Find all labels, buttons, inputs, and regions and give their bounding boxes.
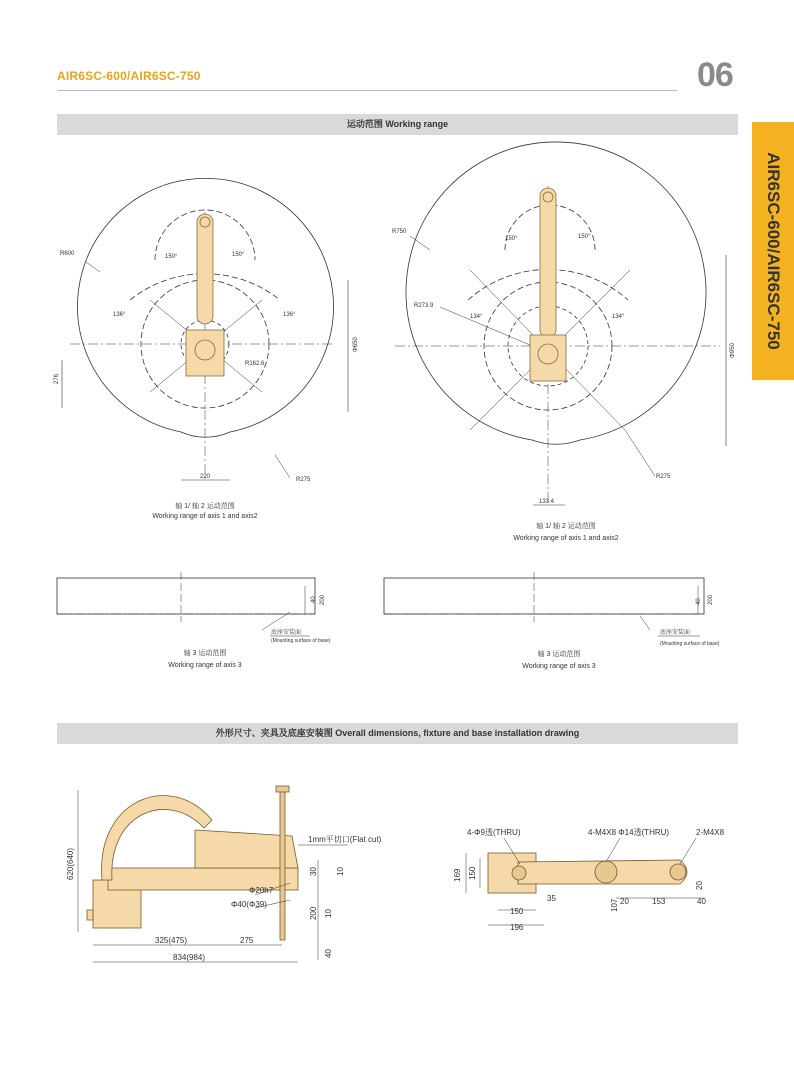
range600-arm [197,214,213,324]
range600-dim-height: Φ650 [353,337,359,352]
axis3-right-caption-en: Working range of axis 3 [522,663,596,670]
top-dim-150: 150 [510,907,524,916]
side-len-total: 834(984) [173,953,206,962]
axis3-right-caption-cn: 轴 3 运动范围 [537,651,581,658]
axis3-right-base-en: (Mounting surface of base) [660,641,720,647]
range750-r750-label: R750 [392,229,407,235]
range600-angle-d: 136° [283,312,296,318]
range600-base [186,330,224,376]
range600-caption-cn: 轴 1/ 轴 2 运动范围 [175,503,235,510]
range750-angle-d: 134° [612,314,625,320]
range600-arm-tip [200,217,210,227]
range600-angle-b: 150° [232,252,245,258]
range750-r750-leader [410,236,430,250]
range600-dim-left: 276 [54,373,60,384]
top-holes-a: 4-Φ9透(THRU) [467,828,521,837]
range750-angle-b: 150° [578,234,591,240]
range750-r275-label: R275 [656,474,671,480]
range750-r273-leader [440,307,530,345]
top-view-base-joint [512,866,526,880]
range750-dim-height: Φ950 [730,343,736,358]
top-holes-b: 4-M4X8 Φ14透(THRU) [588,828,670,837]
top-holes-c: 2-M4X8 [696,828,725,837]
range750-diagram [395,142,726,505]
range750-caption-cn: 轴 1/ 轴 2 运动范围 [536,523,596,530]
range600-dim-bottom: 220 [200,474,211,480]
top-dim-20v: 20 [695,881,704,890]
side-flat-cut: 1mm平切口(Flat cut) [308,835,382,844]
side-view-shaft-top [276,786,289,792]
range600-angle-c: 136° [113,312,126,318]
top-holes-c-leader [680,838,696,864]
top-dim-35: 35 [547,894,556,903]
range750-angle-a: 150° [505,236,518,242]
working-range-title: 运动范围 Working range [57,114,738,135]
top-view-tip [670,864,686,880]
axis3-left-caption-en: Working range of axis 3 [168,662,242,669]
axis3-left-box [57,578,315,614]
side-view-shaft [280,790,285,940]
side-len-b: 275 [240,936,254,945]
side-dim-10: 10 [336,867,345,876]
axis3-left-caption-cn: 轴 3 运动范围 [183,650,227,657]
axis3-right-diagram [384,572,704,636]
side-tab-label: AIR6SC-600/AIR6SC-750 [764,152,783,350]
top-dim-196: 196 [510,923,524,932]
axis3-left-base-cn: 底座安装面 [271,630,302,636]
range600-r275-label: R275 [296,477,311,483]
axis3-left-base-en: (Mounting surface of base) [271,638,331,644]
range750-dim-bottom: 133.4 [539,499,555,505]
top-dim-150v: 150 [468,866,477,880]
range600-r162-label: R162.6 [245,361,265,367]
range600-caption-en: Working range of axis 1 and axis2 [152,513,258,520]
range750-r273-label: R273.9 [414,303,434,309]
range600-r600-leader [86,262,100,272]
side-dim-height: 620(640) [66,847,75,880]
top-dim-169: 169 [453,868,462,882]
range600-r275-leader [275,455,290,478]
axis3-left-dim-small: 40 [311,596,317,603]
top-holes-b-leader [606,838,620,862]
side-view-drawing [87,786,298,940]
axis3-right-base-leader [640,616,650,630]
side-dim-200: 200 [309,906,318,920]
range600-diagram [62,178,348,480]
range750-arm [540,188,556,338]
page-number: 06 [697,56,733,94]
dimensions-title: 外形尺寸、夹具及底座安装图 Overall dimensions, fixture and base installation drawing [57,723,738,744]
axis3-right-dim-small: 40 [696,598,702,605]
side-shaft-d2: Φ40(Φ39) [231,900,267,909]
axis3-right-base-cn: 底座安装面 [660,630,691,636]
range750-caption-en: Working range of axis 1 and axis2 [513,535,619,542]
side-len-a: 325(475) [155,936,188,945]
side-view-connector [87,910,93,920]
range600-r600-label: R600 [60,251,75,257]
axis3-left-diagram [57,572,315,636]
side-shaft-d1: Φ20h7 [249,886,274,895]
top-dim-153: 153 [652,897,666,906]
side-dim-40: 40 [324,949,333,958]
top-dim-40: 40 [697,897,706,906]
header-title: AIR6SC-600/AIR6SC-750 [57,69,201,83]
top-view-joint [595,861,617,883]
top-dim-20: 20 [620,897,629,906]
side-dim-30: 30 [309,867,318,876]
axis3-left-base-leader [262,612,290,630]
axis3-left-dim-large: 200 [320,594,326,605]
top-dim-107: 107 [610,898,619,912]
range600-angle-a: 150° [165,254,178,260]
range750-base [530,335,566,381]
axis3-right-dim-large: 200 [708,594,714,605]
range750-arm-tip [543,192,553,202]
side-dim-10b: 10 [324,909,333,918]
top-view-drawing [488,853,687,893]
range750-r275-leader [625,430,655,476]
axis3-right-box [384,578,704,614]
range750-angle-c: 134° [470,314,483,320]
